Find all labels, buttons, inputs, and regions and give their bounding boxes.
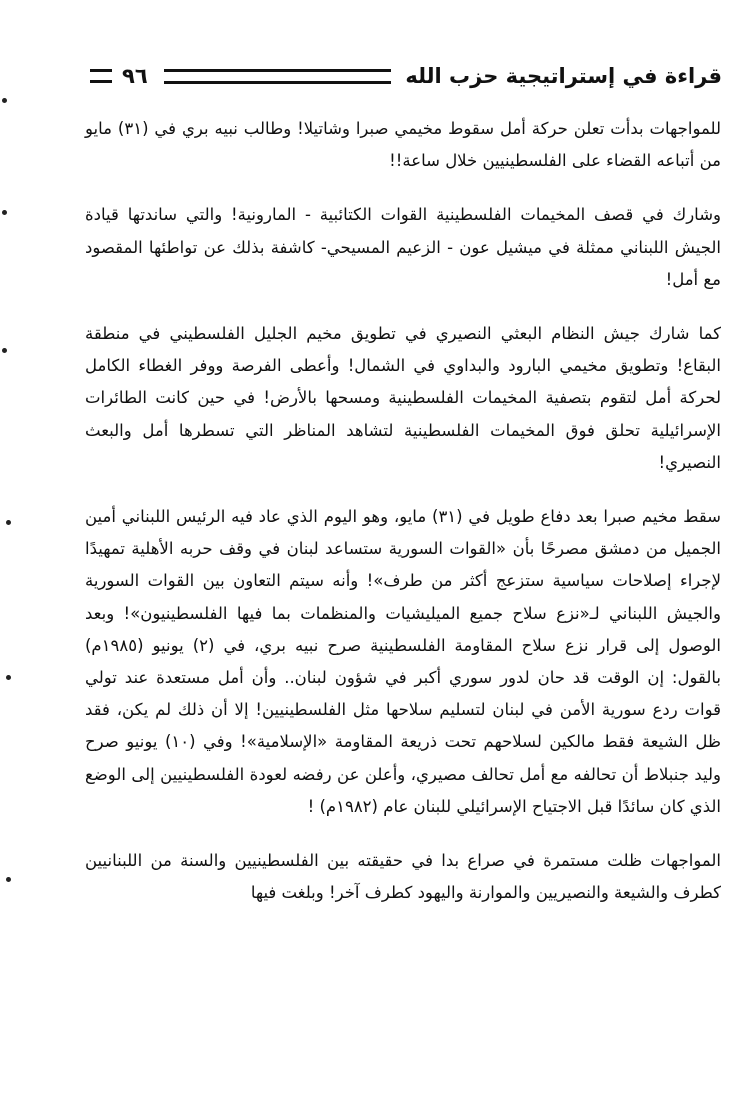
- margin-mark: [6, 675, 11, 680]
- margin-mark: [2, 348, 7, 353]
- running-title: قراءة في إستراتيجية حزب الله: [405, 64, 722, 88]
- margin-mark: [2, 98, 7, 103]
- body-text: [85, 113, 721, 931]
- margin-mark: [6, 877, 11, 882]
- page-header: [90, 54, 722, 98]
- header-rule: [164, 69, 392, 84]
- paragraph-3: كما شارك جيش النظام البعثي النصيري في تطويق مخيم الجليل الفلسطيني في منطقة البقاع! وتطويق مخيمي البارود والبداوي في الشمال! وأعطى الفرصة ووفر الغطاء الكامل لحركة أمل لتقوم بتصفية المخيمات الفلسطينية ومسحها بالأرض! في حين كانت الطائرات الإسرائيلية تحلق فوق المخيمات الفلسطينية لتشاهد المناظر التي تسطرها أمل والبعث النصيري!: [85, 324, 721, 472]
- paragraph-1: للمواجهات بدأت تعلن حركة أمل سقوط مخيمي صبرا وشاتيلا! وطالب نبيه بري في (٣١) مايو من أتباعه القضاء على الفلسطينيين خلال ساعة!!: [85, 119, 721, 171]
- page-number-mark: [90, 69, 112, 83]
- margin-mark: [6, 520, 11, 525]
- paragraph-4: سقط مخيم صبرا بعد دفاع طويل في (٣١) مايو، وهو اليوم الذي عاد فيه الرئيس اللبناني أمين الجميل من دمشق مصرحًا بأن «القوات السورية ستساعد لبنان في وقف حربه الأهلية تمهيدًا لإجراء إصلاحات سياسية ستزعج أكثر من طرف»! وأنه سيتم التعاون بين القوات السورية والجيش اللبناني لـ«نزع سلاح جميع الميليشيات والمنظمات بما فيها الفلسطينيون»! وبعد الوصول إلى قرار نزع سلاح المقاومة الفلسطينية صرح نبيه بري، في (٢) يونيو (١٩٨٥م) بالقول: إن الوقت قد حان لدور سوري أكبر في شؤون لبنان.. وأن أمل مستعدة عند تولي قوات ردع سورية الأمن في لبنان لتسليم سلاحها مثل الفلسطينيين! إلا أن ذلك لم يكن، فقد ظل الشيعة فقط مالكين لسلاحهم تحت ذريعة المقاومة «الإسلامية»! وفي (١٠) يونيو صرح وليد جنبلاط أن تحالفه مع أمل تحالف مصيري، وأعلن عن رفضه لعودة الفلسطينيين إلى الوضع الذي كان سائدًا قبل الاجتياح الإسرائيلي للبنان عام (١٩٨٢م) !: [85, 507, 722, 816]
- margin-mark: [2, 210, 7, 215]
- paragraph-2: وشارك في قصف المخيمات الفلسطينية القوات الكتائبية - المارونية! والتي ساندتها قيادة الجيش اللبناني ممثلة في ميشيل عون - الزعيم المسيحي- كاشفة بذلك عن تواطئها المقصود مع أمل!: [85, 205, 721, 289]
- paragraph-5: المواجهات ظلت مستمرة في صراع بدا في حقيقته بين الفلسطينيين والسنة من اللبنانيين كطرف والشيعة والنصيريين والموارنة واليهود كطرف آخر! وبلغت فيها: [85, 851, 721, 903]
- page-number: ٩٦: [122, 64, 148, 88]
